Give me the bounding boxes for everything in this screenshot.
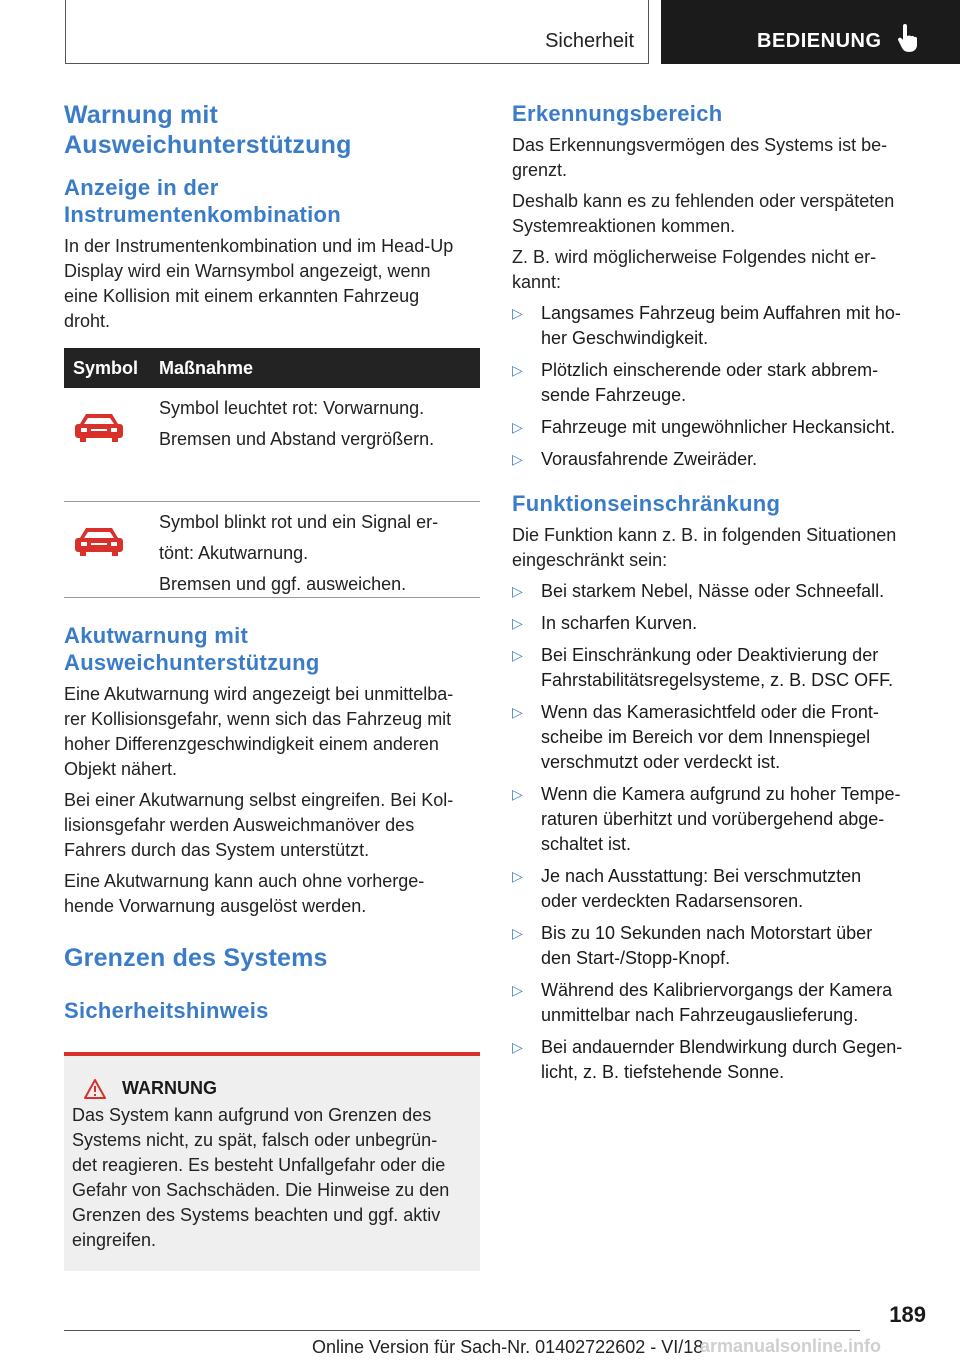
table-cell-text: tönt: Akutwarnung.	[159, 543, 309, 563]
list-item	[512, 978, 926, 1028]
text-line: eine Kollision mit einem erkannten Fahrzeug	[64, 286, 420, 306]
heading-grenzen: Grenzen des Systems	[64, 944, 328, 972]
right-column	[512, 100, 926, 1092]
heading-warnung	[64, 100, 482, 160]
triangle-bullet-icon: ▷	[512, 451, 523, 467]
list-item	[512, 579, 926, 604]
text-line: Systems nicht, zu spät, falsch oder unbegrün-	[72, 1130, 438, 1150]
symbol-table-header	[64, 348, 480, 388]
header-section-box	[65, 0, 649, 64]
list-item	[512, 611, 926, 636]
triangle-bullet-icon: ▷	[512, 786, 523, 802]
triangle-bullet-icon: ▷	[512, 419, 523, 435]
heading-line: Ausweichunterstützung	[64, 650, 320, 675]
triangle-bullet-icon: ▷	[512, 583, 523, 599]
paragraph-anzeige	[64, 234, 482, 334]
warning-label: WARNUNG	[122, 1078, 217, 1098]
table-cell-text: Bremsen und ggf. ausweichen.	[159, 574, 407, 594]
list-item	[512, 1035, 926, 1085]
paragraph-funktion	[512, 523, 926, 573]
hand-pointer-icon	[897, 24, 919, 54]
list-item-text: Plötzlich einscherende oder stark abbrem-	[541, 360, 879, 380]
text-line: Fahrers durch das System unterstützt.	[64, 840, 370, 860]
triangle-bullet-icon: ▷	[512, 362, 523, 378]
text-line: Das Erkennungsvermögen des Systems ist be-	[512, 135, 888, 155]
list-item-text: oder verdeckten Radarsensoren.	[541, 891, 804, 911]
symbol-cell	[64, 502, 150, 598]
subheading-akutwarnung	[64, 622, 482, 676]
text-line: lisionsgefahr werden Ausweichmanöver des	[64, 815, 415, 835]
col-header-symbol: Symbol	[73, 358, 139, 378]
subheading-anzeige	[64, 174, 482, 228]
text-line: Display wird ein Warnsymbol angezeigt, wenn	[64, 261, 431, 281]
list-item-text: Wenn das Kamerasichtfeld oder die Front-	[541, 702, 879, 722]
list-item	[512, 700, 926, 775]
row-divider	[64, 597, 480, 598]
list-item	[512, 643, 926, 693]
table-cell-text: Bremsen und Abstand vergrößern.	[159, 429, 435, 449]
text-line: Die Funktion kann z. B. in folgenden Situationen	[512, 525, 897, 545]
text-line: rer Kollisionsgefahr, wenn sich das Fahrzeug mit	[64, 709, 452, 729]
symbol-table	[64, 348, 480, 598]
list-item	[512, 415, 926, 440]
warning-triangle-icon	[84, 1079, 106, 1099]
car-warning-icon	[74, 410, 124, 444]
list-item-text: Bei andauernder Blendwirkung durch Gegen-	[541, 1037, 903, 1057]
warning-title	[72, 1078, 468, 1099]
triangle-bullet-icon: ▷	[512, 925, 523, 941]
heading-line: Warnung mit	[64, 101, 219, 129]
list-item-text: scheibe im Bereich vor dem Innenspiegel	[541, 727, 871, 747]
subheading-funktionseinschraenkung: Funktionseinschränkung	[512, 491, 781, 516]
list-item	[512, 921, 926, 971]
text-line: kannt:	[512, 272, 562, 292]
list-item-text: Fahrstabilitätsregelsysteme, z. B. DSC OFF.	[541, 670, 894, 690]
page-number: 189	[889, 1302, 926, 1327]
list-item-text: Vorausfahrende Zweiräder.	[541, 449, 758, 469]
list-item-text: Bei starkem Nebel, Nässe oder Schneefall.	[541, 581, 885, 601]
text-line: In der Instrumentenkombination und im Head-Up	[64, 236, 454, 256]
header-chapter-title: BEDIENUNG	[757, 30, 882, 52]
list-item	[512, 301, 926, 351]
heading-line: Ausweichunterstützung	[64, 131, 352, 159]
symbol-cell	[64, 388, 150, 502]
list-item-text: licht, z. B. tiefstehende Sonne.	[541, 1062, 785, 1082]
triangle-bullet-icon: ▷	[512, 982, 523, 998]
paragraph-erkennung-3	[512, 245, 926, 295]
text-line: hoher Differenzgeschwindigkeit einem anderen	[64, 734, 439, 754]
left-column	[64, 100, 482, 1271]
text-line: Z. B. wird möglicherweise Folgendes nicht er-	[512, 247, 877, 267]
action-cell	[150, 502, 480, 598]
car-warning-icon	[74, 524, 124, 558]
text-line: grenzt.	[512, 160, 568, 180]
text-line: Objekt nähert.	[64, 759, 178, 779]
list-item	[512, 358, 926, 408]
list-item	[512, 782, 926, 857]
text-line: Deshalb kann es zu fehlenden oder verspäteten	[512, 191, 895, 211]
text-line: det reagieren. Es besteht Unfallgefahr oder die	[72, 1155, 446, 1175]
list-item-text: unmittelbar nach Fahrzeugauslieferung.	[541, 1005, 859, 1025]
table-row	[64, 502, 480, 598]
triangle-bullet-icon: ▷	[512, 1039, 523, 1055]
subheading-sicherheitshinweis: Sicherheitshinweis	[64, 998, 269, 1023]
list-item	[512, 864, 926, 914]
list-item-text: Während des Kalibriervorgangs der Kamera	[541, 980, 893, 1000]
heading-line: Akutwarnung mit	[64, 623, 249, 648]
table-row	[64, 388, 480, 502]
list-funktion	[512, 579, 926, 1085]
list-item-text: verschmutzt oder verdeckt ist.	[541, 752, 781, 772]
text-line: Systemreaktionen kommen.	[512, 216, 736, 236]
warning-box	[64, 1052, 480, 1271]
list-item-text: Je nach Ausstattung: Bei verschmutzten	[541, 866, 862, 886]
triangle-bullet-icon: ▷	[512, 647, 523, 663]
paragraph-erkennung-2	[512, 189, 926, 239]
text-line: Eine Akutwarnung kann auch ohne vorherge-	[64, 871, 425, 891]
header-section-title: Sicherheit	[545, 30, 634, 52]
col-header-massnahme: Maßnahme	[159, 358, 254, 378]
list-item-text: Langsames Fahrzeug beim Auffahren mit ho-	[541, 303, 901, 323]
text-line: hende Vorwarnung ausgelöst werden.	[64, 896, 367, 916]
paragraph-akutwarnung-3	[64, 869, 482, 919]
text-line: Eine Akutwarnung wird angezeigt bei unmittelba-	[64, 684, 454, 704]
footer-divider	[64, 1330, 860, 1331]
list-item-text: Bis zu 10 Sekunden nach Motorstart über	[541, 923, 873, 943]
list-erkennung	[512, 301, 926, 472]
list-item-text: her Geschwindigkeit.	[541, 328, 709, 348]
text-line: Grenzen des Systems beachten und ggf. aktiv	[72, 1205, 441, 1225]
paragraph-akutwarnung-2	[64, 788, 482, 863]
paragraph-erkennung-1	[512, 133, 926, 183]
text-line: eingeschränkt sein:	[512, 550, 668, 570]
list-item-text: Fahrzeuge mit ungewöhnlicher Heckansicht.	[541, 417, 896, 437]
triangle-bullet-icon: ▷	[512, 868, 523, 884]
list-item-text: sende Fahrzeuge.	[541, 385, 687, 405]
subheading-erkennungsbereich: Erkennungsbereich	[512, 101, 723, 126]
text-line: eingreifen.	[72, 1230, 157, 1250]
list-item-text: raturen überhitzt und vorübergehend abge-	[541, 809, 885, 829]
list-item-text: Wenn die Kamera aufgrund zu hoher Tempe-	[541, 784, 901, 804]
warning-text	[72, 1103, 468, 1253]
paragraph-akutwarnung-1	[64, 682, 482, 782]
table-cell-text: Symbol leuchtet rot: Vorwarnung.	[159, 398, 425, 418]
table-cell-text: Symbol blinkt rot und ein Signal er-	[159, 512, 439, 532]
footer-text: Online Version für Sach-Nr. 01402722602 - VI/18	[312, 1337, 704, 1357]
header-chapter-tab	[661, 0, 960, 64]
watermark-text: armanualsonline.info	[700, 1336, 882, 1356]
list-item	[512, 447, 926, 472]
list-item-text: schaltet ist.	[541, 834, 632, 854]
triangle-bullet-icon: ▷	[512, 305, 523, 321]
list-item-text: den Start-/Stopp-Knopf.	[541, 948, 731, 968]
triangle-bullet-icon: ▷	[512, 615, 523, 631]
text-line: Das System kann aufgrund von Grenzen des	[72, 1105, 432, 1125]
text-line: Bei einer Akutwarnung selbst eingreifen. Bei Kol-	[64, 790, 454, 810]
action-cell	[150, 388, 480, 502]
heading-line: Instrumentenkombination	[64, 202, 342, 227]
text-line: droht.	[64, 311, 111, 331]
heading-line: Anzeige in der	[64, 175, 219, 200]
triangle-bullet-icon: ▷	[512, 704, 523, 720]
text-line: Gefahr von Sachschäden. Die Hinweise zu den	[72, 1180, 450, 1200]
list-item-text: In scharfen Kurven.	[541, 613, 698, 633]
list-item-text: Bei Einschränkung oder Deaktivierung der	[541, 645, 879, 665]
